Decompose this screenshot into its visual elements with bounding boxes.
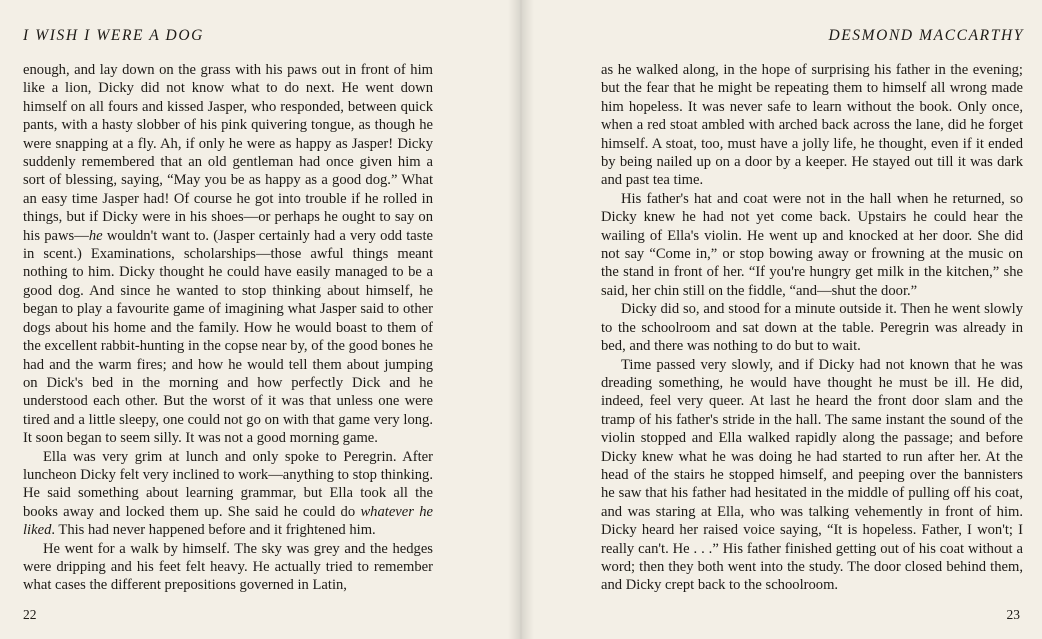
paragraph-text: Dicky did so, and stood for a minute outside it. Then he went slowly to the schoolroom and sat down at the table. Peregrin was already in bed, and there was nothing to do but to wait. [601,301,1023,355]
paragraph-text: wouldn't want to. (Jasper certainly had a very odd taste in scent.) Examinations, scholarships—those awful things meant nothing to him. Dicky thought he could have easily managed to be a good dog. And since he wanted to stop thinking about himself, he began to play a favourite game of imagining what Jasper said to other dogs about his home and the family. How he would boast to them of the excellent rabbit-hunting in the copse near by, of the good bones he had and the warm fires; and how he would tell them about jumping on Dick's bed in the morning and how perfectly Dick and he understood each other. But the worst of it was that unless one were tired and a little sleepy, one could not go on with that game very long. It soon began to seem silly. It was not a good morning game. [23,227,433,447]
running-head-title: I WISH I WERE A DOG [23,27,204,44]
paragraph [601,190,1023,300]
paragraph [601,356,1023,595]
page-number: 23 [1006,607,1020,622]
paragraph-text: enough, and lay down on the grass with his paws out in front of him like a lion, Dicky did not know what to do next. He went down himself on all fours and kissed Jasper, who responded, between quick pants, with a hasty slobber of his pink quivering tongue, as though he were snapping at a fly. Ah, if only he were as happy as Jasper! Dicky suddenly remembered that an old gentleman had once given him a sort of blessing, saying, “May you be as happy as a good dog.” What an easy time Jasper had! Of course he got into trouble if he rolled in things, but if Dicky were in his shoes—or perhaps he ought to say on his paws— [23,62,433,244]
paragraph [23,61,433,448]
paragraph [23,448,433,540]
paragraph-text: as he walked along, in the hope of surprising his father in the evening; but the fear that he might be repeating them to himself all wrong made him hopeless. It was never safe to learn without the book. Only once, when a red stoat ambled with arched back across the lane, did he forget himself. A stoat, too, must have a jolly life, he thought, even if it ended by being nailed up on a door by a keeper. He stayed out till it was dark and past tea time. [601,62,1023,189]
page-number: 22 [23,607,37,622]
right-page [534,0,1042,639]
italic-text: he [88,227,103,244]
paragraph-text: . This had never happened before and it frightened him. [51,522,376,539]
left-page-text [23,61,433,595]
italic-text: whatever he liked [23,503,433,539]
paragraph [601,300,1023,355]
right-page-text [601,61,1023,595]
left-page [0,0,508,639]
paragraph [601,61,1023,190]
paragraph-text: Ella was very grim at lunch and only spoke to Peregrin. After luncheon Dicky felt very inclined to work—anything to stop thinking. He said something about learning grammar, but Ella took all the books away and locked them up. She said he could do [23,448,433,520]
running-head-author: DESMOND MACCARTHY [828,27,1024,44]
paragraph [23,540,433,595]
paragraph-text: His father's hat and coat were not in the hall when he returned, so Dicky knew he had not yet come back. Upstairs he could hear the wailing of Ella's violin. He went up and knocked at her door. She did not say “Come in,” or stop bowing away or frowning at the music on the stand in front of her. “If you're hungry get milk in the kitchen,” she said, her chin still on the fiddle, “and—shut the door.” [601,190,1023,299]
book-gutter [508,0,534,639]
paragraph-text: He went for a walk by himself. The sky was grey and the hedges were dripping and his feet felt heavy. He actually tried to remember what cases the different prepositions governed in Latin, [23,540,433,594]
paragraph-text: Time passed very slowly, and if Dicky had not known that he was dreading something, he would have thought he must be ill. He did, indeed, feel very queer. At last he heard the front door slam and the tramp of his father's stride in the hall. The same instant the sound of the violin stopped and Ella walked rapidly along the passage; and before Dicky knew what he was doing he had started to run after her. At the head of the stairs he stopped himself, and peeping over the bannisters he saw that his father had hesitated in the middle of pulling off his coat, and was staring at Ella, who was talking vehemently in front of him. Dicky heard her raised voice saying, “It is hopeless. Father, I won't; I really can't. He . . .” His father finished getting out of his coat without a word; then they both went into the study. The door closed behind them, and Dicky crept back to the schoolroom. [601,356,1023,594]
